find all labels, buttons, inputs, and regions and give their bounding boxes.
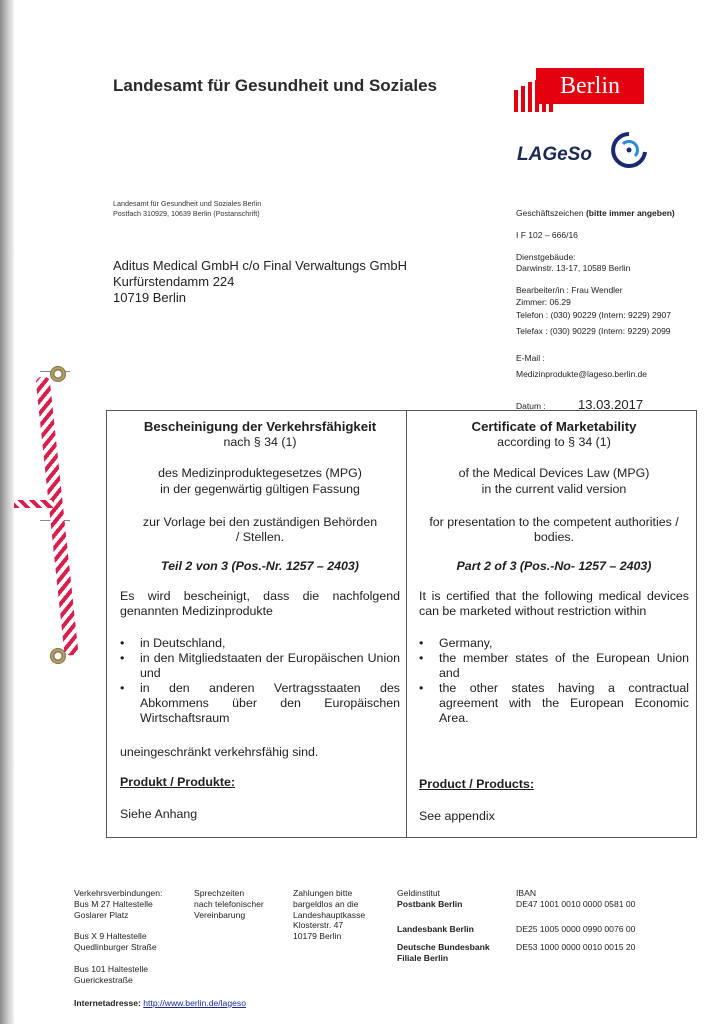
- internet-label: Internetadresse:: [74, 998, 141, 1008]
- en-country-list: [419, 636, 689, 726]
- bank-name: Filiale Berlin: [397, 953, 449, 964]
- en-country-item: • the other states having a contractual agreement with the European Economic Area.: [419, 681, 689, 726]
- de-country-item: • in den anderen Vertragsstaaten des Abkommens über den Europäischen Wirtschaftsraum: [120, 681, 400, 726]
- en-country-item: • Germany,: [419, 636, 689, 651]
- payment-line: Landeshauptkasse: [293, 909, 366, 920]
- bank-name: Landesbank Berlin: [397, 923, 474, 934]
- addressee-line-3: 10719 Berlin: [113, 290, 186, 305]
- hours-line: Vereinbarung: [194, 909, 246, 920]
- de-intro: Es wird bescheinigt, dass die nachfolgend genannten Medizinprodukte: [120, 589, 400, 618]
- de-country-item: • in den Mitgliedstaaten der Europäischen Union und: [120, 651, 400, 681]
- room: Zimmer: 06.29: [516, 297, 571, 307]
- iban-value: DE53 1000 0000 0010 0015 20: [516, 942, 636, 953]
- building-label: Dienstgebäude:: [516, 252, 576, 262]
- clerk: Bearbeiter/in : Frau Wendler: [516, 285, 623, 295]
- footer-ibans: [516, 888, 635, 953]
- addressee: [113, 258, 407, 306]
- agency-title: Landesamt für Gesundheit und Soziales: [113, 76, 437, 95]
- payment-line: 10179 Berlin: [293, 931, 342, 942]
- payment-line: Klosterstr. 47: [293, 920, 344, 931]
- de-part: Teil 2 von 3 (Pos.-Nr. 1257 – 2403): [161, 559, 359, 573]
- binding-string: [35, 376, 78, 656]
- bank-name: Deutsche Bundesbank: [397, 942, 490, 953]
- building-address: Darwinstr. 13-17, 10589 Berlin: [516, 263, 631, 273]
- footer-banks: [397, 888, 490, 964]
- en-country-item: • the member states of the European Union and: [419, 651, 689, 681]
- en-purpose: for presentation to the competent authorities / bodies.: [429, 515, 679, 544]
- en-subtitle: according to § 34 (1): [497, 435, 611, 449]
- column-divider: [406, 411, 407, 837]
- hours-line: nach telefonischer: [194, 898, 264, 909]
- binding-string-loop: [14, 500, 54, 508]
- lageso-logo: [517, 130, 657, 170]
- iban-heading: IBAN: [516, 888, 537, 898]
- phone: Telefon : (030) 90229 (Intern: 9229) 2907: [516, 310, 671, 320]
- fax: Telefax : (030) 90229 (Intern: 9229) 2099: [516, 326, 671, 336]
- bank-name: Postbank Berlin: [397, 898, 463, 909]
- berlin-logo-text: Berlin: [536, 68, 644, 104]
- en-part: Part 2 of 3 (Pos.-No- 1257 – 2403): [456, 559, 652, 573]
- de-subtitle: nach § 34 (1): [223, 435, 297, 449]
- de-law-line-1: des Medizinproduktegesetzes (MPG): [158, 466, 362, 480]
- internet-link[interactable]: http://www.berlin.de/lageso: [143, 998, 246, 1008]
- sender-line-2: Postfach 310929, 10639 Berlin (Postanschrift): [113, 209, 260, 218]
- de-country-item: • in Deutschland,: [120, 636, 400, 651]
- footer-internet: [74, 998, 246, 1009]
- email-label: E-Mail :: [516, 353, 545, 363]
- lageso-mark-icon: [609, 130, 649, 170]
- en-products-heading: Product / Products:: [419, 777, 534, 791]
- addressee-line-2: Kurfürstendamm 224: [113, 274, 235, 289]
- email: Medizinprodukte@lageso.berlin.de: [516, 369, 648, 379]
- transport-line: Bus 101 Haltestelle: [74, 963, 149, 974]
- transport-line: Bus X 9 Haltestelle: [74, 931, 147, 942]
- binding-shadow: [0, 0, 14, 1024]
- sender-line-1: Landesamt für Gesundheit und Soziales Berlin: [113, 199, 262, 208]
- date-value: 13.03.2017: [578, 397, 644, 412]
- transport-line: Goslarer Platz: [74, 909, 129, 920]
- payment-line: Zahlungen bitte: [293, 888, 353, 898]
- addressee-line-1: Aditus Medical GmbH c/o Final Verwaltungs GmbH: [113, 258, 408, 273]
- de-purpose: zur Vorlage bei den zuständigen Behörden / Stellen.: [142, 515, 378, 544]
- date-label: Datum :: [516, 401, 546, 411]
- transport-line: Bus M 27 Haltestelle: [74, 898, 153, 909]
- footer-hours: [194, 888, 264, 920]
- de-country-list: [120, 636, 400, 726]
- de-conclusion: uneingeschränkt verkehrsfähig sind.: [120, 745, 319, 759]
- transport-heading: Verkehrsverbindungen:: [74, 888, 163, 898]
- en-intro: It is certified that the following medical devices can be marketed without restriction within: [419, 589, 689, 618]
- en-law-line-1: of the Medical Devices Law (MPG): [458, 466, 650, 480]
- payment-line: bargeldlos an die: [293, 898, 359, 909]
- reference-label-note: (bitte immer angeben): [585, 208, 675, 218]
- grommet-bottom-icon: [50, 648, 66, 664]
- iban-value: DE47 1001 0010 0000 0581 00: [516, 898, 636, 909]
- de-products-value: Siehe Anhang: [120, 807, 198, 821]
- sender-address: [113, 199, 261, 219]
- lageso-logo-text: LAGeSo: [517, 144, 592, 165]
- berlin-logo: [514, 68, 644, 112]
- de-law-line-2: in der gegenwärtig gültigen Fassung: [160, 482, 360, 496]
- footer-payments: [293, 888, 365, 942]
- iban-value: DE25 1005 0000 0990 0076 00: [516, 923, 636, 934]
- en-law-line-2: in the current valid version: [481, 482, 627, 496]
- reference-label-text: Geschäftszeichen: [516, 208, 586, 218]
- bank-heading: Geldinstitut: [397, 888, 440, 898]
- transport-line: Guerickestraße: [74, 974, 133, 985]
- en-title: Certificate of Marketability: [471, 419, 637, 434]
- de-title: Bescheinigung der Verkehrsfähigkeit: [143, 419, 377, 434]
- reference-number: I F 102 – 666/16: [516, 230, 578, 240]
- en-products-value: See appendix: [419, 809, 495, 823]
- de-products-heading: Produkt / Produkte:: [120, 775, 235, 789]
- transport-line: Quedlinburger Straße: [74, 942, 157, 953]
- grommet-top-icon: [50, 366, 66, 382]
- footer-transport: [74, 888, 162, 986]
- reference-label: [516, 208, 675, 219]
- certificate-box: [106, 410, 697, 838]
- hours-line: Sprechzeiten: [194, 888, 245, 898]
